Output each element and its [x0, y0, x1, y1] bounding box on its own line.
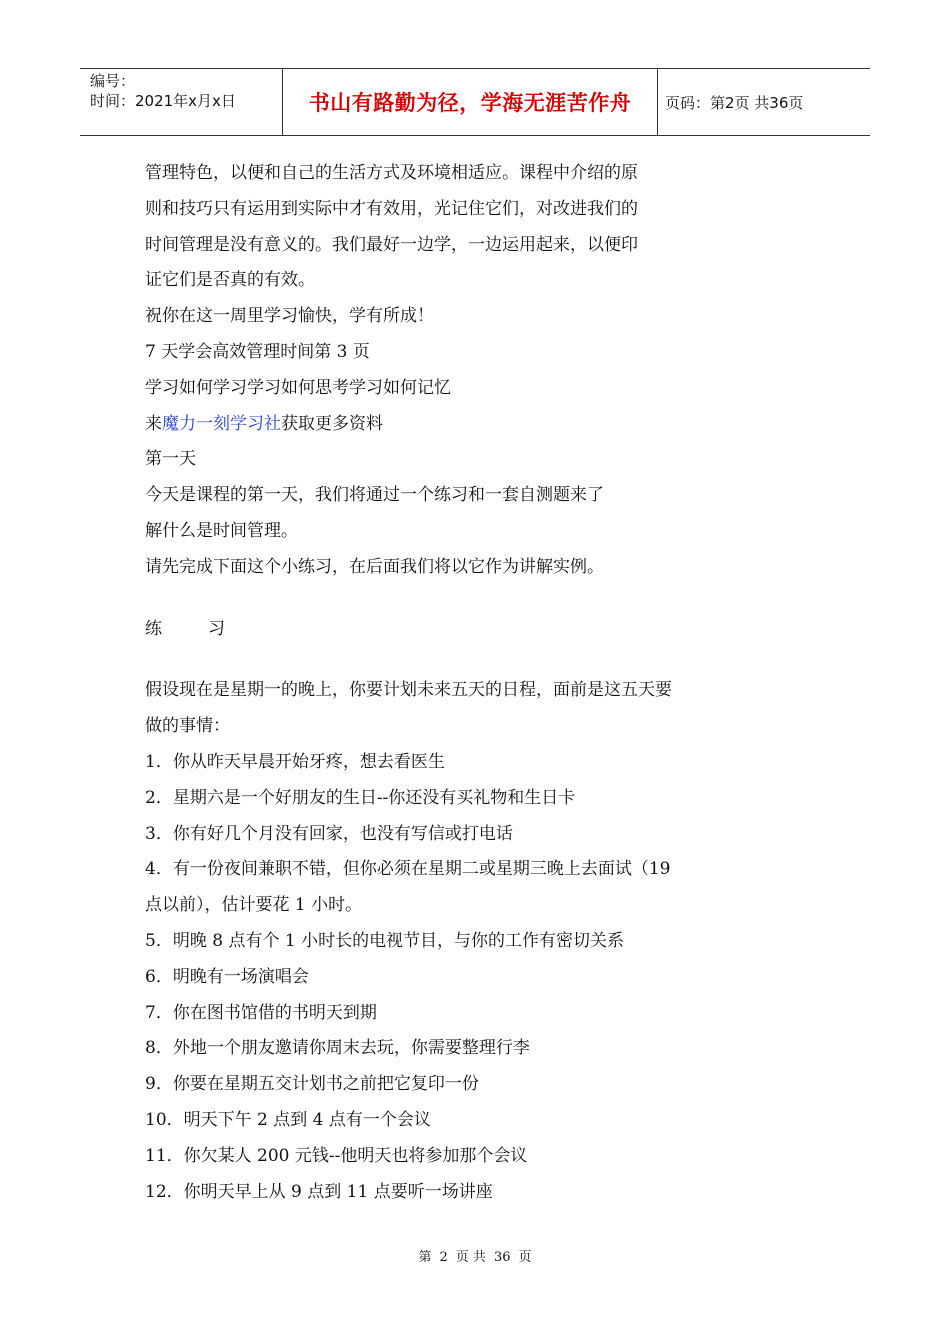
list-item: 4．有一份夜间兼职不错，但你必须在星期二或星期三晚上去面试（19	[145, 859, 671, 880]
number-label: 编号：	[90, 72, 136, 90]
time-label: 时间：2021年x月x日	[90, 92, 236, 110]
list-item: 3．你有好几个月没有回家，也没有写信或打电话	[145, 823, 513, 844]
header-page-info: 页码：第2页 共36页	[665, 93, 804, 112]
document-body	[145, 156, 785, 1210]
source-link[interactable]: 魔力一刻学习社	[162, 413, 281, 434]
list-item: 11．你欠某人 200 元钱--他明天也将参加那个会议	[145, 1145, 528, 1166]
footer-page-number: 2	[439, 1250, 448, 1265]
list-item: 8．外地一个朋友邀请你周末去玩，你需要整理行李	[145, 1038, 530, 1059]
scenario-line: 做的事情：	[145, 716, 230, 737]
list-item: 10．明天下午 2 点到 4 点有一个会议	[145, 1109, 431, 1130]
list-item: 12．你明天早上从 9 点到 11 点要听一场讲座	[145, 1181, 493, 1202]
body-line: 7 天学会高效管理时间第 3 页	[145, 341, 370, 362]
document-header	[80, 68, 870, 136]
practice-title-char: 习	[208, 618, 225, 639]
footer-suffix: 页	[518, 1250, 532, 1265]
list-item: 9．你要在星期五交计划书之前把它复印一份	[145, 1074, 479, 1095]
body-line: 学习如何学习学习如何思考学习如何记忆	[145, 377, 451, 398]
source-prefix: 来	[145, 413, 162, 434]
body-line: 证它们是否真的有效。	[145, 270, 315, 291]
intro-line: 请先完成下面这个小练习，在后面我们将以它作为讲解实例。	[145, 556, 604, 577]
body-line: 则和技巧只有运用到实际中才有效用，光记住它们，对改进我们的	[145, 198, 638, 219]
list-item: 7．你在图书馆借的书明天到期	[145, 1002, 377, 1023]
list-item: 6．明晚有一场演唱会	[145, 966, 309, 987]
list-item: 点以前），估计要花 1 小时。	[145, 895, 363, 916]
list-item: 5．明晚 8 点有个 1 小时长的电视节目，与你的工作有密切关系	[145, 930, 625, 951]
page-footer	[0, 1246, 950, 1265]
intro-line: 解什么是时间管理。	[145, 520, 298, 541]
header-meta-cell	[80, 69, 283, 135]
practice-title-char: 练	[145, 618, 162, 639]
scenario-line: 假设现在是星期一的晚上，你要计划未来五天的日程，面前是这五天要	[145, 680, 672, 701]
header-motto: 书山有路勤为径，学海无涯苦作舟	[283, 69, 658, 135]
footer-total-pages: 36	[493, 1250, 511, 1265]
footer-prefix: 第	[418, 1250, 432, 1265]
source-line	[145, 407, 785, 443]
list-item: 2．星期六是一个好朋友的生日--你还没有买礼物和生日卡	[145, 787, 576, 808]
day-title: 第一天	[145, 449, 196, 470]
footer-mid: 页 共	[455, 1250, 486, 1265]
intro-line: 今天是课程的第一天，我们将通过一个练习和一套自测题来了	[145, 485, 604, 506]
list-item: 1．你从昨天早晨开始牙疼，想去看医生	[145, 751, 445, 772]
practice-title	[145, 612, 785, 648]
body-line: 时间管理是没有意义的。我们最好一边学，一边运用起来，以便印	[145, 234, 638, 255]
body-line: 管理特色，以便和自己的生活方式及环境相适应。课程中介绍的原	[145, 163, 638, 183]
body-line: 祝你在这一周里学习愉快，学有所成！	[145, 306, 434, 327]
source-suffix: 获取更多资料	[281, 413, 383, 434]
